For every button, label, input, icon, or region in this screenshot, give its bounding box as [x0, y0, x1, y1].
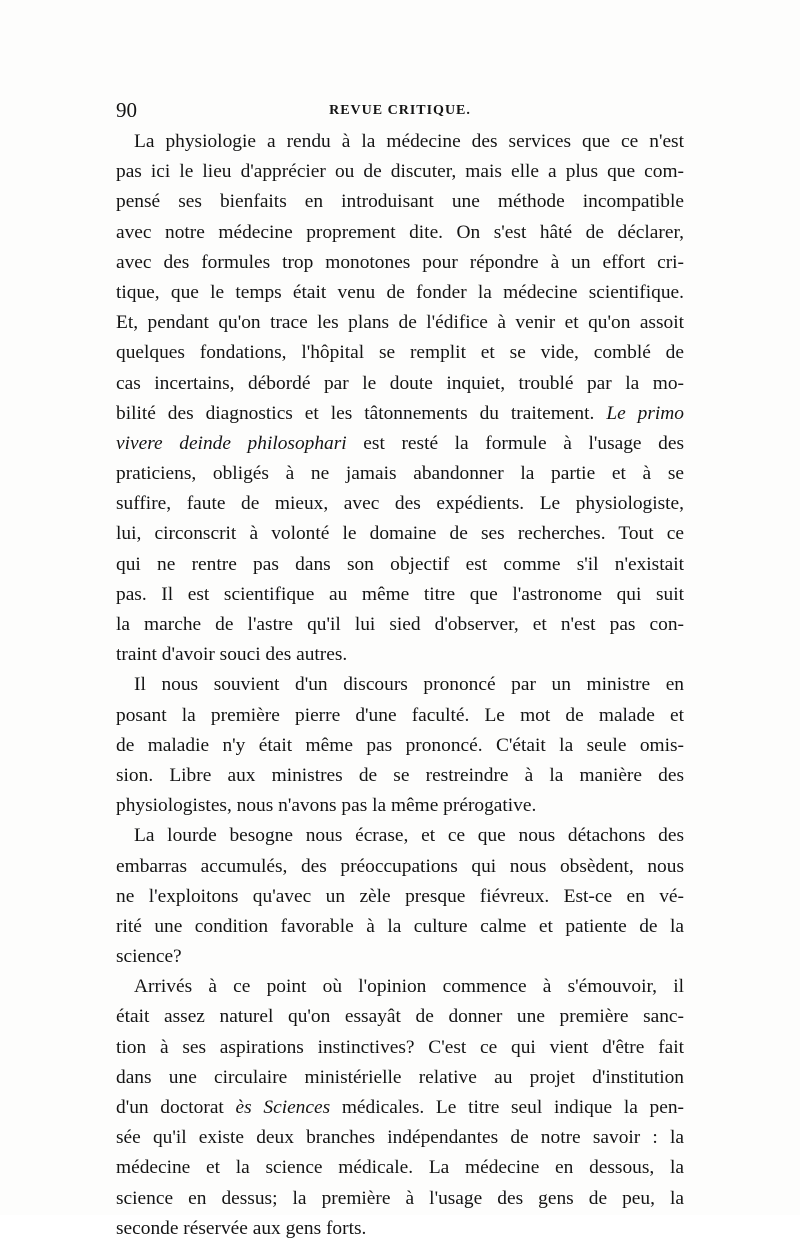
text-line [116, 942, 684, 972]
text-segment: seconde réservée aux gens forts. [116, 1217, 367, 1239]
text-line [116, 852, 684, 882]
text-segment: est resté la formule à l'usage des [346, 432, 684, 454]
text-segment: tique, que le temps était venu de fonder la médecine scientifique. [116, 281, 684, 303]
text-line [116, 127, 684, 157]
running-title: REVUE CRITIQUE. [329, 103, 471, 118]
text-segment: La lourde besogne nous écrase, et ce que nous détachons des [134, 825, 684, 847]
italic-phrase: Le primo [606, 402, 684, 424]
text-segment: sée qu'il existe deux branches indépendantes de notre savoir : la [116, 1127, 684, 1149]
text-line [116, 610, 684, 640]
text-segment: rité une condition favorable à la culture calme et patiente de la [116, 915, 684, 937]
text-segment: pas. Il est scientifique au même titre que l'astronome qui suit [116, 583, 684, 605]
text-segment: pensé ses bienfaits en introduisant une méthode incompatible [116, 191, 684, 213]
text-segment: dans une circulaire ministérielle relative au projet d'institution [116, 1066, 684, 1088]
text-segment: science? [116, 946, 182, 968]
text-line [116, 369, 684, 399]
italic-phrase: ès Sciences [235, 1097, 331, 1118]
text-segment: cas incertains, débordé par le doute inquiet, troublé par la mo- [116, 372, 684, 394]
text-line [116, 1033, 684, 1063]
text-segment: sion. Libre aux ministres de se restreindre à la manière des [116, 764, 684, 786]
text-line [116, 308, 684, 338]
text-line [116, 338, 684, 368]
text-line [116, 248, 684, 278]
body-text [116, 127, 684, 1244]
page-number: 90 [116, 98, 137, 122]
italic-phrase: vivere deinde philosophari [116, 432, 347, 454]
text-line [116, 218, 684, 248]
text-segment: tion à ses aspirations instinctives? C'est ce qui vient d'être fait [116, 1036, 684, 1058]
text-line [116, 821, 684, 851]
text-line [116, 882, 684, 912]
text-line [116, 1214, 684, 1244]
text-segment: posant la première pierre d'une faculté. Le mot de malade et [116, 704, 684, 726]
text-line [116, 640, 684, 670]
text-line [116, 399, 684, 429]
text-segment: praticiens, obligés à ne jamais abandonner la partie et à se [116, 463, 684, 485]
text-line [116, 157, 684, 187]
text-segment: avec notre médecine proprement dite. On s'est hâté de déclarer, [116, 221, 684, 243]
text-segment: Arrivés à ce point où l'opinion commence à s'émouvoir, il [134, 976, 684, 998]
text-segment: de maladie n'y était même pas prononcé. C'était la seule omis- [116, 734, 684, 756]
text-segment: médicales. Le titre seul indique la pen- [330, 1097, 684, 1118]
text-line [116, 550, 684, 580]
text-line [116, 701, 684, 731]
text-line [116, 791, 684, 821]
text-segment: La physiologie a rendu à la médecine des services que ce n'est [134, 131, 684, 152]
text-segment: bilité des diagnostics et les tâtonnements du traitement. [116, 402, 607, 424]
running-head [116, 98, 684, 124]
text-line [116, 459, 684, 489]
text-segment: physiologistes, nous n'avons pas la même prérogative. [116, 795, 537, 817]
text-segment: médecine et la science médicale. La médecine en dessous, la [116, 1157, 684, 1179]
text-line [116, 519, 684, 549]
text-line [116, 278, 684, 308]
text-line [116, 1002, 684, 1032]
text-segment: pas ici le lieu d'apprécier ou de discuter, mais elle a plus que com- [116, 161, 684, 183]
text-line [116, 912, 684, 942]
text-line [116, 1093, 684, 1123]
text-line [116, 1063, 684, 1093]
text-segment: la marche de l'astre qu'il lui sied d'observer, et n'est pas con- [116, 614, 684, 635]
text-segment: Il nous souvient d'un discours prononcé par un ministre en [134, 674, 684, 696]
text-segment: quelques fondations, l'hôpital se remplit et se vide, comblé de [116, 342, 684, 364]
text-segment: avec des formules trop monotones pour répondre à un effort cri- [116, 251, 684, 273]
text-line [116, 670, 684, 700]
text-line [116, 429, 684, 459]
text-segment: embarras accumulés, des préoccupations qui nous obsèdent, nous [116, 855, 684, 877]
text-segment: suffire, faute de mieux, avec des expédients. Le physiologiste, [116, 493, 684, 515]
text-segment: ne l'exploitons qu'avec un zèle presque fiévreux. Est-ce en vé- [116, 885, 684, 907]
text-segment: science en dessus; la première à l'usage des gens de peu, la [116, 1187, 684, 1209]
text-line [116, 1153, 684, 1183]
text-line [116, 972, 684, 1002]
text-segment: était assez naturel qu'on essayât de donner une première sanc- [116, 1006, 684, 1028]
text-line [116, 187, 684, 217]
text-line [116, 761, 684, 791]
text-line [116, 731, 684, 761]
text-segment: d'un doctorat [116, 1097, 236, 1118]
text-line [116, 489, 684, 519]
text-line [116, 1123, 684, 1153]
text-line [116, 580, 684, 610]
text-segment: Et, pendant qu'on trace les plans de l'édifice à venir et qu'on assoit [116, 312, 684, 334]
text-segment: traint d'avoir souci des autres. [116, 644, 348, 666]
text-line [116, 1184, 684, 1214]
text-segment: qui ne rentre pas dans son objectif est comme s'il n'existait [116, 553, 684, 575]
text-segment: lui, circonscrit à volonté le domaine de ses recherches. Tout ce [116, 523, 684, 545]
